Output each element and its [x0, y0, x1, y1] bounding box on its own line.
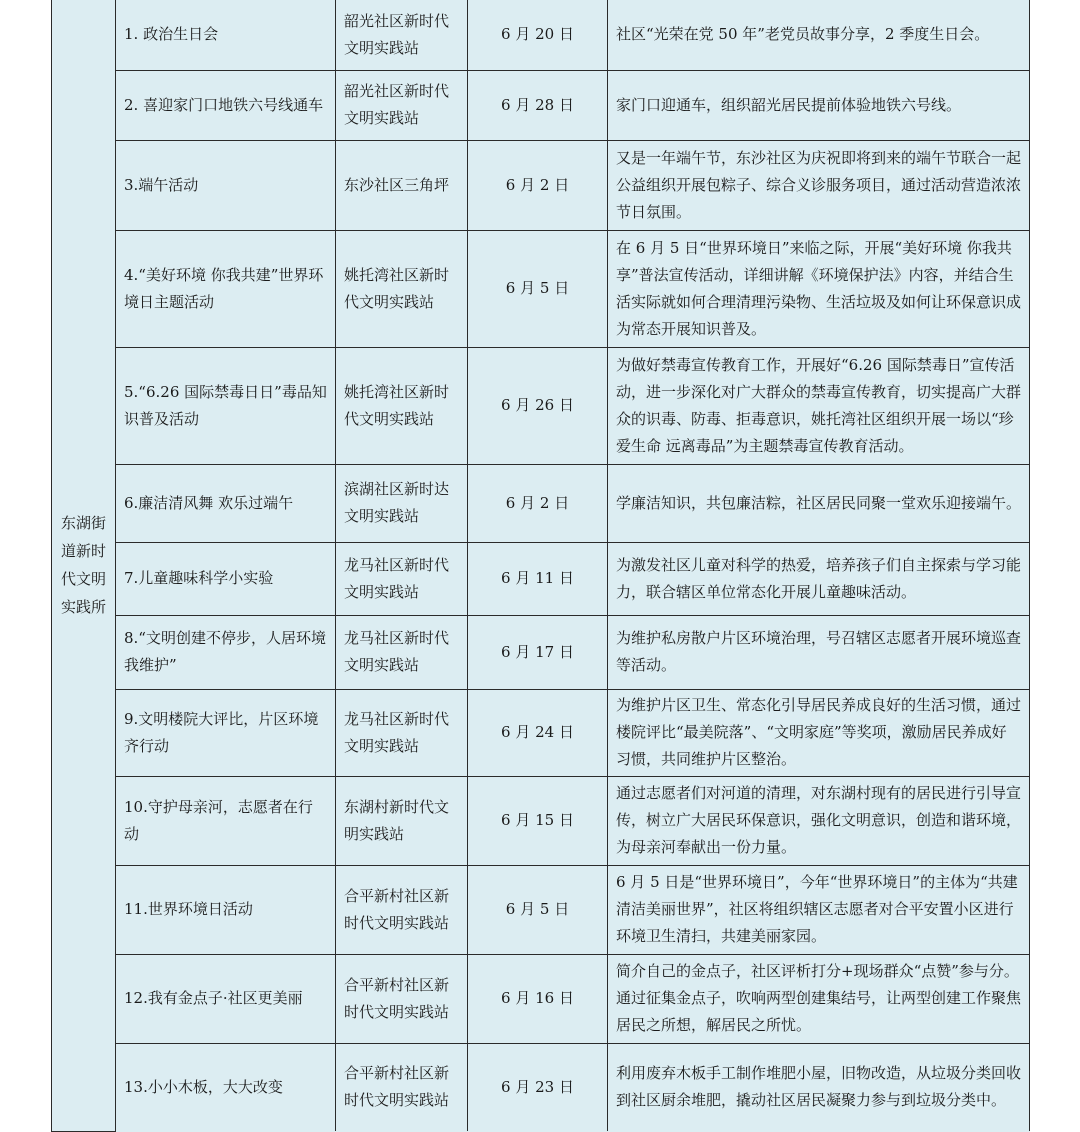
organizer-cell [52, 0, 116, 1131]
activity-place: 龙马社区新时代文明实践站 [336, 615, 468, 689]
table-row [52, 865, 1030, 954]
activity-date: 6 月 24 日 [468, 689, 608, 776]
activity-name: 1. 政治生日会 [116, 0, 336, 70]
activity-date: 6 月 2 日 [468, 464, 608, 542]
activity-place: 东沙社区三角坪 [336, 140, 468, 230]
activity-date: 6 月 5 日 [468, 865, 608, 954]
activity-place: 韶光社区新时代文明实践站 [336, 70, 468, 140]
table-row [52, 0, 1030, 70]
table-row [52, 689, 1030, 776]
activity-desc: 简介自己的金点子，社区评析打分+现场群众“点赞”参与分。通过征集金点子，吹响两型创建集结号，让两型创建工作聚焦居民之所想，解居民之所忧。 [608, 954, 1030, 1043]
activity-date: 6 月 16 日 [468, 954, 608, 1043]
activity-date: 6 月 11 日 [468, 542, 608, 615]
table-row [52, 954, 1030, 1043]
activity-place: 合平新村社区新时代文明实践站 [336, 1043, 468, 1131]
activity-name: 12.我有金点子·社区更美丽 [116, 954, 336, 1043]
table-row [52, 230, 1030, 347]
activity-place: 龙马社区新时代文明实践站 [336, 542, 468, 615]
activity-place: 合平新村社区新时代文明实践站 [336, 954, 468, 1043]
table-row [52, 1043, 1030, 1131]
activity-date: 6 月 5 日 [468, 230, 608, 347]
activity-desc: 家门口迎通车，组织韶光居民提前体验地铁六号线。 [608, 70, 1030, 140]
activity-desc: 社区“光荣在党 50 年”老党员故事分享，2 季度生日会。 [608, 0, 1030, 70]
table-row [52, 542, 1030, 615]
table-row [52, 70, 1030, 140]
activity-desc: 在 6 月 5 日“世界环境日”来临之际，开展“美好环境 你我共享”普法宣传活动，详细讲解《环境保护法》内容，并结合生活实际就如何合理清理污染物、生活垃圾及如何让环保意识成为常态开展知识普及。 [608, 230, 1030, 347]
activity-desc: 6 月 5 日是“世界环境日”，今年“世界环境日”的主体为“共建清洁美丽世界”，社区将组织辖区志愿者对合平安置小区进行环境卫生清扫，共建美丽家园。 [608, 865, 1030, 954]
activity-name: 7.儿童趣味科学小实验 [116, 542, 336, 615]
activity-name: 13.小小木板，大大改变 [116, 1043, 336, 1131]
activity-desc: 又是一年端午节，东沙社区为庆祝即将到来的端午节联合一起公益组织开展包粽子、综合义诊服务项目，通过活动营造浓浓节日氛围。 [608, 140, 1030, 230]
table-row [52, 464, 1030, 542]
activity-date: 6 月 15 日 [468, 776, 608, 865]
activity-name: 10.守护母亲河，志愿者在行动 [116, 776, 336, 865]
activity-date: 6 月 23 日 [468, 1043, 608, 1131]
activity-desc: 为做好禁毒宣传教育工作，开展好“6.26 国际禁毒日”宣传活动，进一步深化对广大群众的禁毒宣传教育，切实提高广大群众的识毒、防毒、拒毒意识，姚托湾社区组织开展一场以“珍爱生命 远离毒品”为主题禁毒宣传教育活动。 [608, 347, 1030, 464]
activity-place: 东湖村新时代文明实践站 [336, 776, 468, 865]
activity-name: 5.“6.26 国际禁毒日日”毒品知识普及活动 [116, 347, 336, 464]
organizer-label: 东湖街道新时代文明实践所 [60, 514, 106, 617]
table-row [52, 776, 1030, 865]
activity-date: 6 月 26 日 [468, 347, 608, 464]
activity-desc: 学廉洁知识，共包廉洁粽，社区居民同聚一堂欢乐迎接端午。 [608, 464, 1030, 542]
activity-name: 8.“文明创建不停步，人居环境我维护” [116, 615, 336, 689]
activity-date: 6 月 2 日 [468, 140, 608, 230]
activity-date: 6 月 28 日 [468, 70, 608, 140]
activity-desc: 利用废弃木板手工制作堆肥小屋，旧物改造，从垃圾分类回收到社区厨余堆肥，撬动社区居民凝聚力参与到垃圾分类中。 [608, 1043, 1030, 1131]
activity-place: 姚托湾社区新时代文明实践站 [336, 347, 468, 464]
activity-name: 11.世界环境日活动 [116, 865, 336, 954]
activity-desc: 为维护私房散户片区环境治理，号召辖区志愿者开展环境巡查等活动。 [608, 615, 1030, 689]
activity-place: 滨湖社区新时达文明实践站 [336, 464, 468, 542]
activity-desc: 通过志愿者们对河道的清理，对东湖村现有的居民进行引导宣传，树立广大居民环保意识，强化文明意识，创造和谐环境，为母亲河奉献出一份力量。 [608, 776, 1030, 865]
activity-place: 姚托湾社区新时代文明实践站 [336, 230, 468, 347]
activity-place: 合平新村社区新时代文明实践站 [336, 865, 468, 954]
table-row [52, 347, 1030, 464]
activity-date: 6 月 17 日 [468, 615, 608, 689]
activity-name: 4.“美好环境 你我共建”世界环境日主题活动 [116, 230, 336, 347]
activity-place: 龙马社区新时代文明实践站 [336, 689, 468, 776]
activity-date: 6 月 20 日 [468, 0, 608, 70]
activity-table [51, 0, 1030, 1132]
table-row [52, 140, 1030, 230]
activity-name: 2. 喜迎家门口地铁六号线通车 [116, 70, 336, 140]
activity-table-container [51, 0, 1029, 1131]
activity-place: 韶光社区新时代文明实践站 [336, 0, 468, 70]
activity-desc: 为维护片区卫生、常态化引导居民养成良好的生活习惯，通过楼院评比“最美院落”、“文明家庭”等奖项，激励居民养成好习惯，共同维护片区整治。 [608, 689, 1030, 776]
activity-name: 6.廉洁清风舞 欢乐过端午 [116, 464, 336, 542]
activity-name: 9.文明楼院大评比，片区环境齐行动 [116, 689, 336, 776]
activity-name: 3.端午活动 [116, 140, 336, 230]
table-row [52, 615, 1030, 689]
activity-desc: 为激发社区儿童对科学的热爱，培养孩子们自主探索与学习能力，联合辖区单位常态化开展儿童趣味活动。 [608, 542, 1030, 615]
